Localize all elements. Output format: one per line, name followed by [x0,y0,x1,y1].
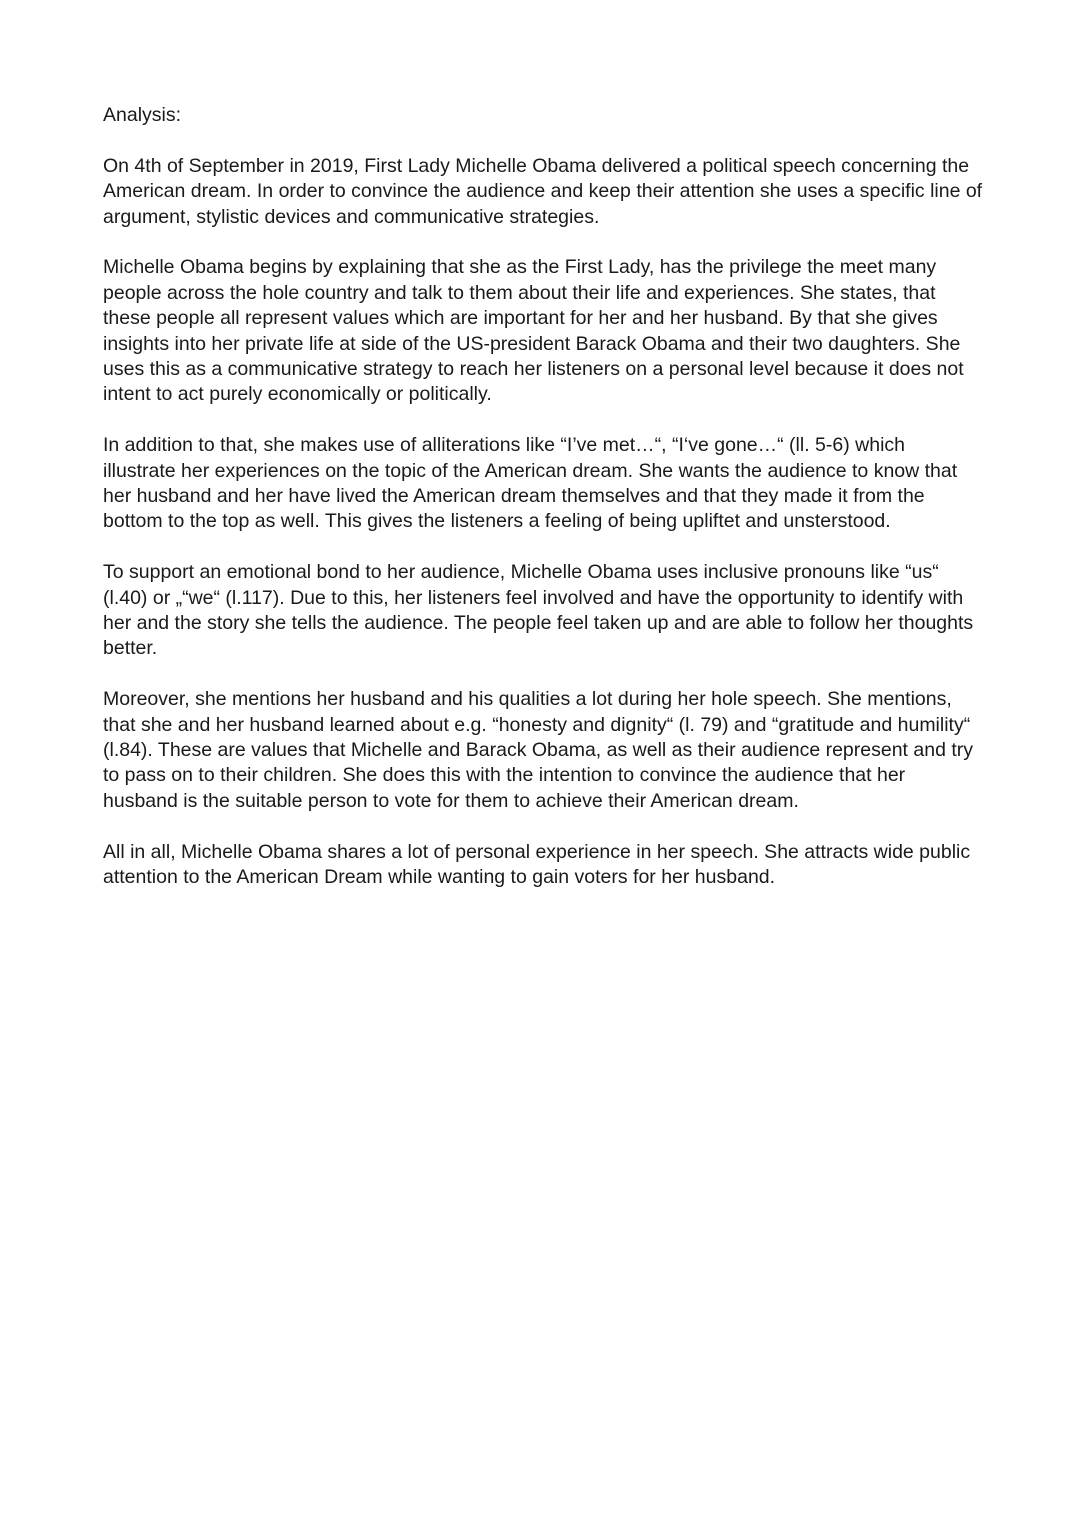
paragraph-introduction: On 4th of September in 2019, First Lady Michelle Obama delivered a political speech concerning the American dream. In order to convince the audience and keep their attention she uses a specific line of argument, stylistic devices and communicative strategies. [103,154,983,228]
paragraph-alliterations: In addition to that, she makes use of alliterations like “I’ve met…“, “I‘ve gone…“ (ll. 5-6) which illustrate her experiences on the topic of the American dream. She wants the audience to know that her husband and her have lived the American dream themselves and that they made it from the bottom to the top as well. This gives the listeners a feeling of being upliftet and unsterstood. [103,434,958,533]
analysis-heading: Analysis: [103,104,182,126]
paragraph-personal-strategy: Michelle Obama begins by explaining that she as the First Lady, has the privilege the meet many people across the hole country and talk to them about their life and experiences. She states, that these people all represent values which are important for her and her husband. By that she gives insights into her private life at side of the US-president Barack Obama and their two daughters. She uses this as a communicative strategy to reach her listeners on a personal level because it does not intent to act purely economically or politically. [103,256,964,406]
paragraph-husband-qualities: Moreover, she mentions her husband and his qualities a lot during her hole speech. She mentions, that she and her husband learned about e.g. “honesty and dignity“ (l. 79) and “gratitude and humility“ (l.84). These are values that Michelle and Barack Obama, as well as their audience represent and try to pass on to their children. She does this with the intention to convince the audience that her husband is the suitable person to vote for them to achieve their American dream. [103,688,974,812]
paragraph-conclusion: All in all, Michelle Obama shares a lot of personal experience in her speech. She attracts wide public attention to the American Dream while wanting to gain voters for her husband. [103,840,971,889]
document-page [103,103,983,916]
paragraph-inclusive-pronouns: To support an emotional bond to her audience, Michelle Obama uses inclusive pronouns like “us“ (l.40) or „“we“ (l.117). Due to this, her listeners feel involved and have the opportunity to identify with her and the story she tells the audience. The people feel taken up and are able to follow her thoughts better. [103,561,974,660]
